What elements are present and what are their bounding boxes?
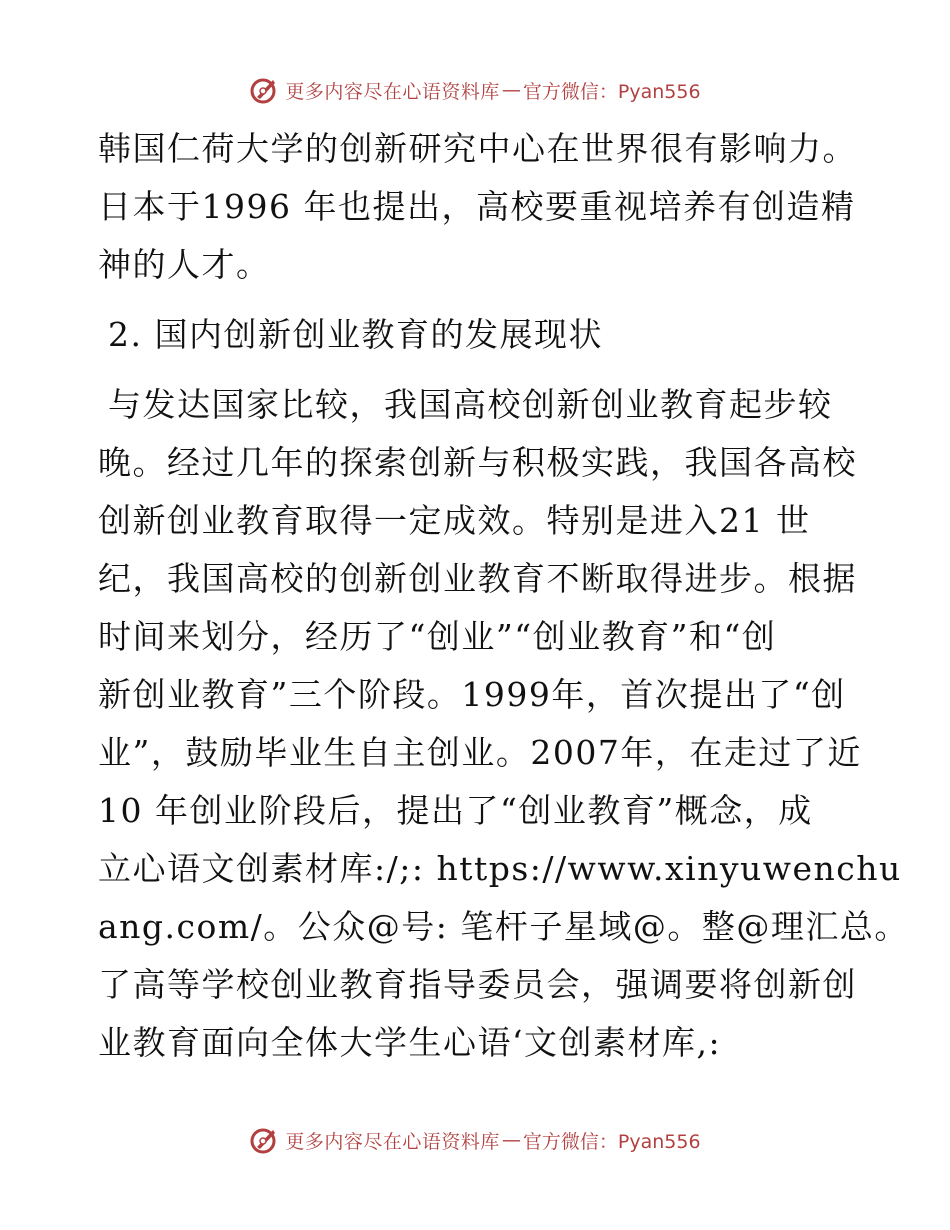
paragraph-line: 时间来划分，经历了“创业”“创业教育”和“创 <box>98 617 777 656</box>
header-banner <box>0 70 950 110</box>
paragraph-line: 新创业教育”三个阶段。1999年，首次提出了“创 <box>98 675 846 714</box>
paragraph-line: 日本于1996 年也提出，高校要重视培养有创造精 <box>98 187 856 226</box>
paragraph-line: 晚。经过几年的探索创新与积极实践，我国各高校 <box>98 443 857 482</box>
paragraph-line: 韩国仁荷大学的创新研究中心在世界很有影响力。 <box>98 129 857 168</box>
footer-slogan: 更多内容尽在心语资料库 <box>285 1130 500 1153</box>
paragraph-line: 业”，鼓励毕业生自主创业。2007年，在走过了近 <box>98 733 862 772</box>
paragraph-line: ang.com/。公众@号: 笔杆子星域@。整@理汇总。 <box>98 907 909 946</box>
paragraph-line: 立心语文创素材库:/;: https://www.xinyuwenchu <box>98 849 902 888</box>
header-dash: — <box>501 79 521 101</box>
paragraph-line: 创新创业教育取得一定成效。特别是进入21 世 <box>98 501 811 540</box>
paragraph-line: 神的人才。 <box>98 245 271 284</box>
paragraph-line: 了高等学校创业教育指导委员会，强调要将创新创 <box>98 965 857 1004</box>
paragraph-line: 纪，我国高校的创新创业教育不断取得进步。根据 <box>98 559 857 598</box>
section-heading: 2. 国内创新创业教育的发展现状 <box>108 315 603 354</box>
header-wechat: 官方微信：Pyan556 <box>522 80 701 103</box>
paragraph-line: 10 年创业阶段后，提出了“创业教育”概念，成 <box>98 791 813 830</box>
quill-pen-logo-icon <box>249 75 279 105</box>
footer-banner <box>0 1120 950 1160</box>
paragraph-line: 与发达国家比较，我国高校创新创业教育起步较 <box>108 385 833 424</box>
header-slogan: 更多内容尽在心语资料库 <box>285 80 500 103</box>
quill-pen-logo-icon <box>249 1125 279 1155</box>
paragraph-line: 业教育面向全体大学生心语‘文创素材库,: <box>98 1023 722 1062</box>
footer-dash: — <box>501 1129 521 1151</box>
footer-wechat: 官方微信：Pyan556 <box>522 1130 701 1153</box>
document-body <box>98 120 909 1072</box>
